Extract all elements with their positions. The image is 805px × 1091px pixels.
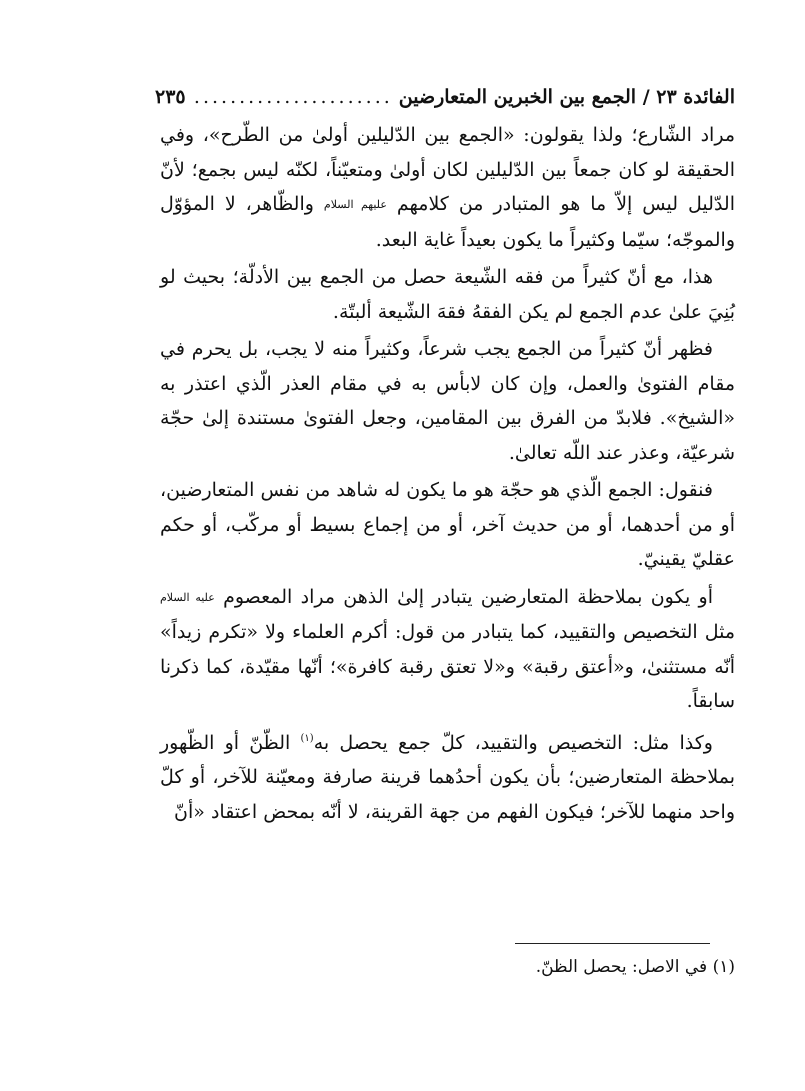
paragraph-text: هذا، مع أنّ كثيراً من فقه الشّيعة حصل من الجمع بين الأدلّة؛ بحيث لو بُنِيَ علىٰ عدم الجمع لم يكن الفقهُ فقهَ الشّيعة ألبتّة. xyxy=(160,266,735,323)
paragraph-text: مراد الشّارع؛ ولذا يقولون: «الجمع بين الدّليلين أولىٰ من الطّرح»، وفي الحقيقة لو كان جمعاً بين الدّليلين لكان أولىٰ ومتعيّناً، لكنّه ليس بجمع؛ لأنّ الدّليل ليس إلاّ ما هو المتبادر من كلامهم xyxy=(160,124,735,215)
footnote-marker[interactable]: (١) xyxy=(300,732,314,744)
footnote: (١) في الاصل: يحصل الظنّ. xyxy=(535,957,735,977)
honorific: عليه السلام xyxy=(160,590,215,604)
header-leader-dots: ...................... xyxy=(193,86,393,108)
paragraph-text: مثل التخصيص والتقييد، كما يتبادر من قول: أكرم العلماء ولا «تكرم زيداً» أنّه مستثنىٰ، و«أعتق رقبة» و«لا تعتق رقبة كافرة»؛ أنّها مقيّدة، كما ذكرنا سابقاً. xyxy=(160,621,735,712)
paragraph-5 xyxy=(160,580,735,719)
honorific: عليهم السلام xyxy=(323,198,387,211)
paragraph-1 xyxy=(160,118,735,257)
paragraph-text: أو يكون بملاحظة المتعارضين يتبادر إلىٰ الذهن مراد المعصوم xyxy=(223,585,714,608)
paragraph-text: فظهر أنّ كثيراً من الجمع يجب شرعاً، وكثيراً منه لا يجب، بل يحرم في مقام الفتوىٰ والعمل، وإن كان لابأس به في مقام العذر الّذي اعتذر به «الشيخ». فلابدّ من الفرق بين المقامين، وجعل الفتوىٰ مستندة إلىٰ حجّة شرعيّة، وعذر عند اللّه تعالىٰ. xyxy=(160,338,735,464)
paragraph-text: والظّاهر، لا المؤوّل والموجّه؛ سيّما وكثيراً ما يكون بعيداً غاية البعد. xyxy=(160,193,735,251)
paragraph-2 xyxy=(160,260,735,329)
paragraph-6 xyxy=(160,722,735,830)
paragraph-text: وكذا مثل: التخصيص والتقييد، كلّ جمع يحصل به xyxy=(313,731,713,754)
paragraph-3 xyxy=(160,332,735,470)
paragraph-text: فنقول: الجمع الّذي هو حجّة هو ما يكون له شاهد من نفس المتعارضين، أو من أحدهما، أو من حديث آخر، أو من إجماع بسيط أو مركّب، أو حكم عقليّ يقينيّ. xyxy=(160,479,735,570)
paragraph-4 xyxy=(160,473,735,577)
page-body xyxy=(160,118,735,832)
header-title: الفائدة ٢٣ / الجمع بين الخبرين المتعارضين xyxy=(398,86,735,108)
page-number: ٢٣٥ xyxy=(155,86,186,108)
paragraph-text: الظّنّ أو الظّهور بملاحظة المتعارضين؛ بأن يكون أحدُهما قرينة صارفة ومعيّنة للآخر، أو كلّ واحد منهما للآخر؛ فيكون الفهم من جهة القرينة، لا أنّه بمحض اعتقاد «أنّ xyxy=(160,731,735,823)
footnote-divider xyxy=(515,943,710,944)
running-header xyxy=(155,86,735,108)
